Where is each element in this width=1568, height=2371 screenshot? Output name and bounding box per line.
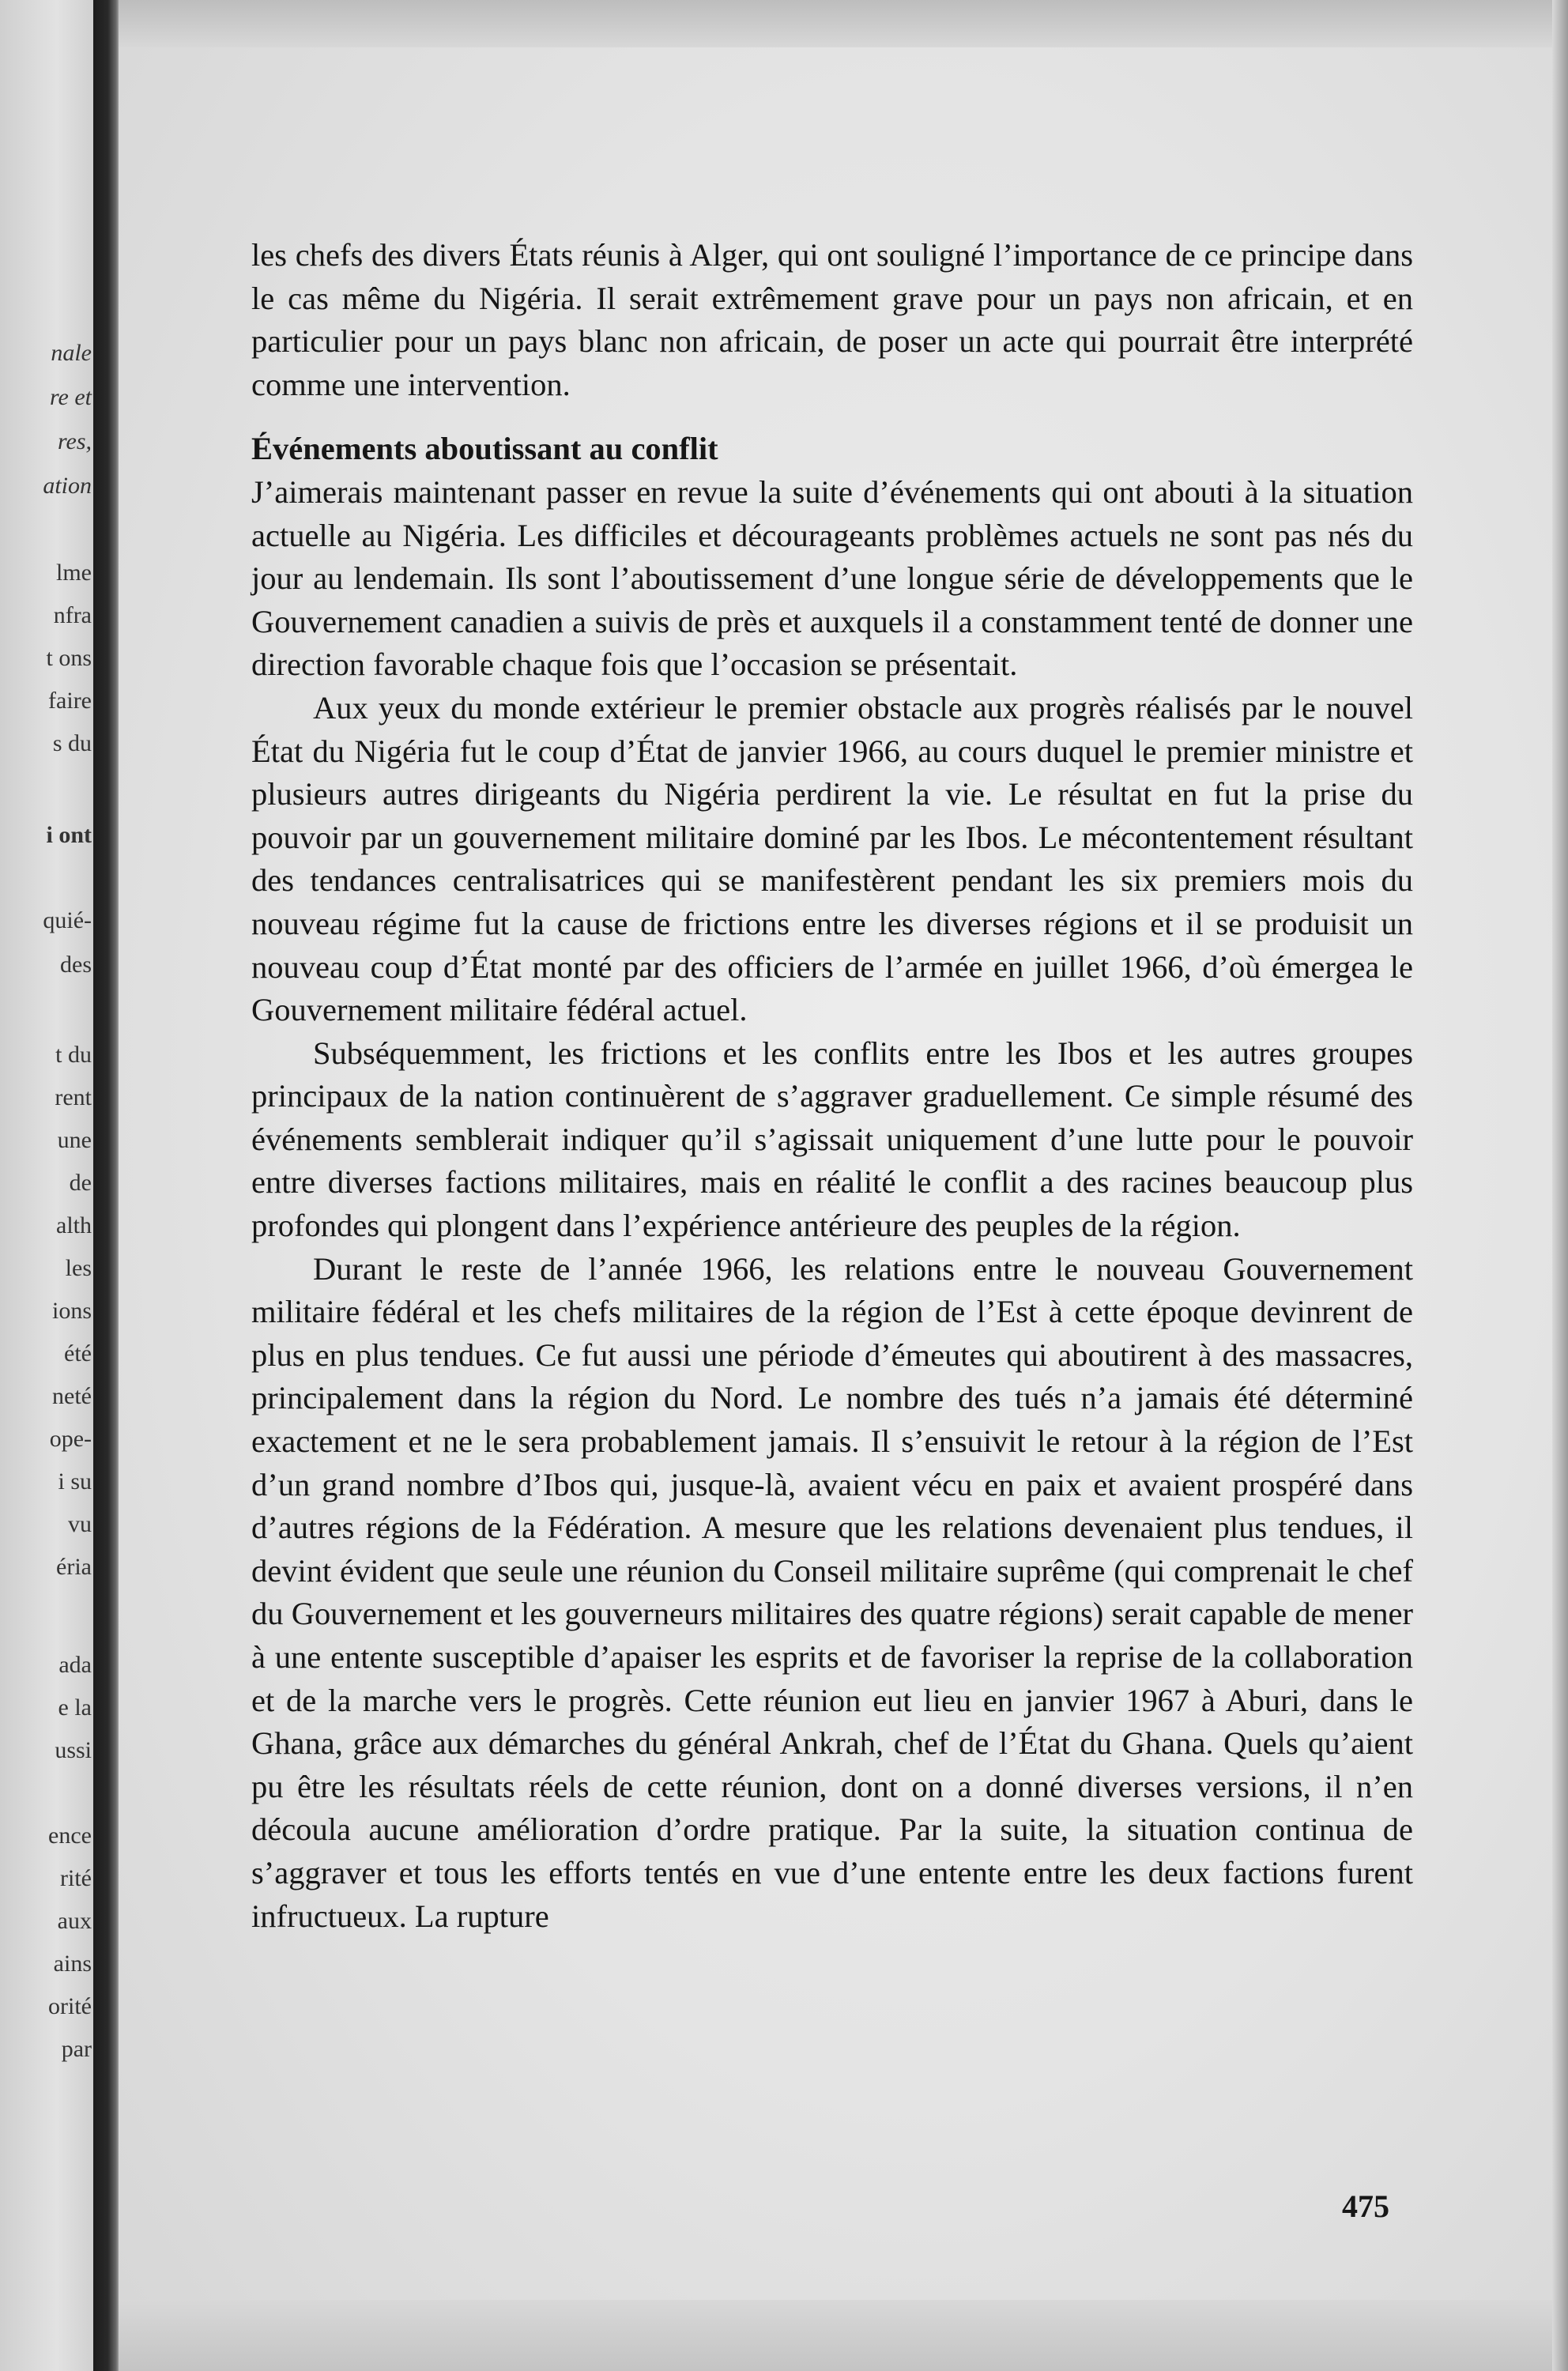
prev-fragment: nfra [53,602,92,628]
prev-fragment: ains [53,1951,92,1977]
prev-fragment: des [60,952,92,978]
prev-fragment: lme [56,560,92,586]
prev-fragment: aux [57,1908,92,1934]
section-heading: Événements aboutissant au conflit [251,431,718,467]
prev-fragment: ussi [55,1737,92,1763]
prev-fragment: t ons [46,645,92,671]
prev-fragment: éria [56,1554,92,1580]
prev-fragment: e la [58,1694,92,1721]
page-number: 475 [1342,2188,1389,2224]
page-body [251,234,1413,1938]
prev-fragment: ada [58,1652,92,1678]
bottom-edge [119,2300,1568,2371]
opening-paragraph: les chefs des divers États réunis à Alger, qui ont souligné l’importance de ce principe dans le cas même du Nigéria. Il serait extrêmement grave pour un pays non africain, et en particulier pour un pays blanc non africain, de poser un acte qui pourrait être interprété comme une intervention. [251,237,1413,402]
prev-fragment: re et [49,384,92,410]
prev-fragment: par [61,2036,92,2062]
right-edge [1552,0,1568,2371]
prev-fragment: quié- [43,907,92,933]
paragraph: Aux yeux du monde extérieur le premier obstacle aux progrès réalisés par le nouvel État du Nigéria fut le coup d’État de janvier 1966, au cours duquel le premier ministre et plusieurs autres dirigeants du Nigéria perdirent la vie. Le résultat en fut la prise du pouvoir par un gouvernement militaire dominé par les Ibos. Le mécontentement résultant des tendances centralisatrices qui se manifestèrent pendant les six premiers mois du nouveau régime fut la cause de frictions entre les diverses régions et il se produisit un nouveau coup d’État monté par des officiers de l’armée en juillet 1966, d’où émergea le Gouvernement militaire fédéral actuel. [251,689,1413,1028]
prev-fragment: de [69,1170,92,1196]
prev-fragment: ation [43,473,92,499]
prev-fragment: faire [48,688,92,714]
prev-fragment: orité [48,1993,92,2019]
prev-fragment: nale [51,340,92,366]
prev-fragment: ence [48,1823,92,1849]
previous-page-edge [0,0,95,2371]
prev-fragment: t du [55,1042,92,1068]
prev-fragment: alth [56,1212,92,1238]
prev-fragment: s du [52,730,92,756]
paragraph: Durant le reste de l’année 1966, les relations entre le nouveau Gouvernement militaire fédéral et les chefs militaires de la région de l’Est à cette époque devinrent de plus en plus tendues. Ce fut aussi une période d’émeutes qui aboutirent à des massacres, principalement dans la région du Nord. Le nombre des tués n’a jamais été déterminé exactement et ne le sera probablement jamais. Il s’ensuivit le retour à la région de l’Est d’un grand nombre d’Ibos qui, jusque-là, avaient vécu en paix et avaient prospéré dans d’autres régions de la Fédération. A mesure que les relations devenaient plus tendues, il devint évident que seule une réunion du Conseil militaire suprême (qui comprenait le chef du Gouvernement et les gouverneurs militaires des quatre régions) serait capable de mener à une entente susceptible d’apaiser les esprits et de favoriser la reprise de la collaboration et de la marche vers le progrès. Cette réunion eut lieu en janvier 1967 à Aburi, dans le Ghana, grâce aux démarches du général Ankrah, chef de l’État du Ghana. Quels qu’aient pu être les résultats réels de cette réunion, dont on a donné diverses versions, il n’en découla aucune amélioration d’ordre pratique. Par la suite, la situation continua de s’aggraver et tous les efforts tentés en vue d’une entente entre les deux factions furent infructueux. La rupture [251,1250,1413,1934]
prev-fragment: été [64,1340,92,1366]
book-gutter-shadow [93,0,120,2371]
prev-fragment: les [65,1255,92,1281]
prev-fragment: ions [51,1298,92,1324]
page-surface [119,47,1568,2371]
prev-fragment: rité [60,1865,92,1891]
prev-fragment: ope- [49,1426,92,1452]
prev-fragment: res, [57,428,92,454]
prev-fragment: i su [58,1468,92,1495]
paragraph: Subséquemment, les frictions et les conflits entre les Ibos et les autres groupes principaux de la nation continuèrent de s’aggraver graduellement. Ce simple résumé des événements semblerait indiquer qu’il s’agissait uniquement d’une lutte pour le pouvoir entre diverses factions militaires, mais en réalité le conflit a des racines beaucoup plus profondes qui plongent dans l’expérience antérieure des peuples de la région. [251,1035,1413,1244]
prev-fragment: une [57,1127,92,1153]
prev-fragment: neté [52,1383,92,1409]
prev-fragment: vu [68,1511,92,1537]
prev-fragment: rent [55,1084,92,1110]
paragraph: J’aimerais maintenant passer en revue la suite d’événements qui ont abouti à la situation actuelle au Nigéria. Les difficiles et décourageants problèmes actuels ne sont pas nés du jour au lendemain. Ils sont l’aboutissement d’une longue série de développements que le Gouvernement canadien a suivis de près et auxquels il a constamment tenté de donner une direction favorable chaque fois que l’occasion se présentait. [251,473,1413,683]
prev-fragment: i ont [46,822,92,848]
